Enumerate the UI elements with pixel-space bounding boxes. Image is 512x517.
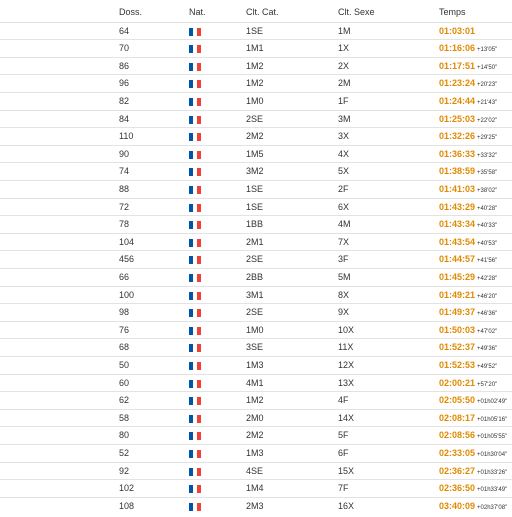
flag-france-icon (189, 256, 201, 264)
category-rank-cell: 2M2 (246, 131, 264, 142)
dossard-cell: 52 (119, 447, 130, 458)
table-row[interactable] (0, 479, 512, 497)
time-gap: +01h02'49" (477, 399, 508, 406)
flag-france-icon (189, 221, 201, 229)
gender-rank-cell: 15X (338, 465, 355, 476)
time-gap: +02h37'08" (477, 504, 508, 511)
gender-rank-cell: 3F (338, 254, 349, 265)
table-row[interactable] (0, 74, 512, 92)
category-rank-cell: 1SE (246, 183, 264, 194)
flag-stripe-red (197, 239, 201, 247)
flag-stripe-red (197, 116, 201, 124)
table-row[interactable] (0, 22, 512, 40)
table-row[interactable] (0, 391, 512, 409)
dossard-cell: 60 (119, 377, 130, 388)
table-row[interactable] (0, 39, 512, 57)
gender-rank-cell: 13X (338, 377, 355, 388)
table-row[interactable] (0, 303, 512, 321)
dossard-cell: 66 (119, 271, 130, 282)
table-row[interactable] (0, 356, 512, 374)
finish-time: 01:03:01 (439, 25, 476, 36)
gender-rank-cell: 12X (338, 359, 355, 370)
category-rank-cell: 2SE (246, 113, 264, 124)
flag-stripe-red (197, 28, 201, 36)
finish-time: 01:49:37 (439, 307, 476, 318)
category-rank-cell: 1M4 (246, 483, 264, 494)
time-gap: +49'36" (477, 346, 498, 353)
finish-time: 01:43:34 (439, 219, 476, 230)
finish-time: 01:52:53 (439, 359, 476, 370)
gender-rank-cell: 7X (338, 236, 350, 247)
flag-stripe-red (197, 133, 201, 141)
flag-france-icon (189, 133, 201, 141)
header-gender-rank[interactable]: Clt. Sexe (338, 7, 375, 17)
dossard-cell: 88 (119, 183, 130, 194)
gender-rank-cell: 2M (338, 78, 351, 89)
gender-rank-cell: 14X (338, 412, 355, 423)
finish-time: 02:08:17 (439, 412, 476, 423)
gender-rank-cell: 10X (338, 324, 355, 335)
dossard-cell: 82 (119, 95, 130, 106)
gender-rank-cell: 4F (338, 395, 349, 406)
dossard-cell: 98 (119, 307, 130, 318)
gender-rank-cell: 1F (338, 95, 349, 106)
dossard-cell: 84 (119, 113, 130, 124)
finish-time: 01:38:59 (439, 166, 476, 177)
gender-rank-cell: 4X (338, 148, 350, 159)
flag-stripe-red (197, 485, 201, 493)
dossard-cell: 76 (119, 324, 130, 335)
flag-france-icon (189, 98, 201, 106)
gender-rank-cell: 1M (338, 25, 351, 36)
flag-france-icon (189, 344, 201, 352)
table-row[interactable] (0, 426, 512, 444)
category-rank-cell: 1M2 (246, 78, 264, 89)
finish-time: 01:43:29 (439, 201, 476, 212)
flag-stripe-red (197, 98, 201, 106)
dossard-cell: 68 (119, 342, 130, 353)
dossard-cell: 70 (119, 43, 130, 54)
flag-stripe-red (197, 204, 201, 212)
gender-rank-cell: 2X (338, 60, 350, 71)
dossard-cell: 110 (119, 131, 134, 142)
flag-stripe-red (197, 468, 201, 476)
flag-france-icon (189, 80, 201, 88)
finish-time: 01:23:24 (439, 78, 476, 89)
time-gap: +57'20" (477, 381, 498, 388)
flag-stripe-red (197, 63, 201, 71)
category-rank-cell: 2SE (246, 254, 264, 265)
flag-france-icon (189, 45, 201, 53)
dossard-cell: 108 (119, 500, 135, 511)
flag-stripe-red (197, 292, 201, 300)
table-row[interactable] (0, 57, 512, 75)
gender-rank-cell: 7F (338, 483, 349, 494)
table-row[interactable] (0, 110, 512, 128)
table-row[interactable] (0, 215, 512, 233)
table-row[interactable] (0, 145, 512, 163)
time-gap: +49'52" (477, 363, 498, 370)
category-rank-cell: 4M1 (246, 377, 264, 388)
time-gap: +41'56" (477, 258, 498, 265)
category-rank-cell: 1M3 (246, 447, 264, 458)
time-gap: +29'25" (477, 135, 498, 142)
dossard-cell: 90 (119, 148, 130, 159)
finish-time: 02:05:50 (439, 395, 476, 406)
table-row[interactable] (0, 250, 512, 268)
time-gap: +14'50" (477, 64, 498, 71)
flag-stripe-red (197, 186, 201, 194)
finish-time: 01:44:57 (439, 254, 476, 265)
flag-france-icon (189, 292, 201, 300)
flag-france-icon (189, 485, 201, 493)
gender-rank-cell: 5M (338, 271, 351, 282)
table-row[interactable] (0, 321, 512, 339)
flag-france-icon (189, 63, 201, 71)
time-gap: +21'43" (477, 99, 498, 106)
time-gap: +22'02" (477, 117, 498, 124)
flag-stripe-red (197, 309, 201, 317)
finish-time: 02:33:05 (439, 447, 476, 458)
gender-rank-cell: 4M (338, 219, 351, 230)
flag-france-icon (189, 362, 201, 370)
finish-time: 01:25:03 (439, 113, 476, 124)
flag-france-icon (189, 309, 201, 317)
flag-france-icon (189, 415, 201, 423)
finish-time: 02:00:21 (439, 377, 476, 388)
flag-france-icon (189, 468, 201, 476)
flag-france-icon (189, 239, 201, 247)
gender-rank-cell: 16X (338, 500, 355, 511)
time-gap: +01h33'49" (477, 487, 508, 494)
time-gap: +01h30'04" (477, 451, 508, 458)
finish-time: 03:40:09 (439, 500, 476, 511)
flag-france-icon (189, 432, 201, 440)
flag-stripe-red (197, 80, 201, 88)
flag-stripe-red (197, 397, 201, 405)
table-row[interactable] (0, 198, 512, 216)
time-gap: +20'23" (477, 82, 498, 89)
flag-france-icon (189, 186, 201, 194)
gender-rank-cell: 1X (338, 43, 350, 54)
finish-time: 01:32:26 (439, 131, 476, 142)
category-rank-cell: 1M3 (246, 359, 264, 370)
time-gap: +35'58" (477, 170, 498, 177)
table-row[interactable] (0, 286, 512, 304)
category-rank-cell: 1M2 (246, 60, 264, 71)
dossard-cell: 58 (119, 412, 130, 423)
dossard-cell: 456 (119, 254, 135, 265)
flag-stripe-red (197, 362, 201, 370)
gender-rank-cell: 9X (338, 307, 350, 318)
flag-france-icon (189, 397, 201, 405)
dossard-cell: 74 (119, 166, 130, 177)
category-rank-cell: 2SE (246, 307, 264, 318)
table-row[interactable] (0, 374, 512, 392)
category-rank-cell: 3M1 (246, 289, 264, 300)
flag-france-icon (189, 204, 201, 212)
category-rank-cell: 1SE (246, 201, 264, 212)
table-row[interactable] (0, 162, 512, 180)
dossard-cell: 96 (119, 78, 130, 89)
gender-rank-cell: 6F (338, 447, 349, 458)
header-dossard[interactable]: Doss. (119, 7, 143, 17)
gender-rank-cell: 8X (338, 289, 350, 300)
finish-time: 01:17:51 (439, 60, 476, 71)
table-header-row (0, 4, 512, 22)
flag-stripe-red (197, 503, 201, 511)
dossard-cell: 104 (119, 236, 135, 247)
time-gap: +46'20" (477, 293, 498, 300)
dossard-cell: 92 (119, 465, 130, 476)
finish-time: 01:49:21 (439, 289, 476, 300)
category-rank-cell: 2M3 (246, 500, 264, 511)
finish-time: 02:08:56 (439, 430, 476, 441)
category-rank-cell: 1M0 (246, 95, 264, 106)
flag-france-icon (189, 327, 201, 335)
time-gap: +40'53" (477, 240, 498, 247)
time-cell (439, 498, 507, 517)
flag-stripe-red (197, 221, 201, 229)
finish-time: 02:36:50 (439, 483, 476, 494)
category-rank-cell: 4SE (246, 465, 264, 476)
gender-rank-cell: 3X (338, 131, 350, 142)
dossard-cell: 80 (119, 430, 130, 441)
time-gap: +01h05'16" (477, 416, 508, 423)
flag-stripe-red (197, 344, 201, 352)
gender-rank-cell: 3M (338, 113, 351, 124)
time-gap: +46'36" (477, 311, 498, 318)
dossard-cell: 62 (119, 395, 130, 406)
header-category-rank[interactable]: Clt. Cat. (246, 7, 279, 17)
table-row[interactable] (0, 268, 512, 286)
flag-stripe-red (197, 274, 201, 282)
category-rank-cell: 2M0 (246, 412, 264, 423)
table-row[interactable] (0, 127, 512, 145)
flag-france-icon (189, 28, 201, 36)
table-row[interactable] (0, 338, 512, 356)
dossard-cell: 72 (119, 201, 130, 212)
flag-france-icon (189, 450, 201, 458)
time-gap: +47'02" (477, 328, 498, 335)
time-gap: +01h33'26" (477, 469, 508, 476)
finish-time: 01:50:03 (439, 324, 476, 335)
flag-stripe-red (197, 168, 201, 176)
header-time[interactable]: Temps (439, 7, 466, 17)
flag-france-icon (189, 274, 201, 282)
flag-stripe-red (197, 151, 201, 159)
finish-time: 02:36:27 (439, 465, 476, 476)
time-gap: +38'02" (477, 187, 498, 194)
flag-france-icon (189, 168, 201, 176)
time-gap: +40'28" (477, 205, 498, 212)
category-rank-cell: 1M1 (246, 43, 264, 54)
finish-time: 01:41:03 (439, 183, 476, 194)
finish-time: 01:52:37 (439, 342, 476, 353)
time-gap: +01h05'55" (477, 434, 508, 441)
table-row[interactable] (0, 180, 512, 198)
category-rank-cell: 1M2 (246, 395, 264, 406)
category-rank-cell: 1M5 (246, 148, 264, 159)
header-nationality[interactable]: Nat. (189, 7, 206, 17)
flag-stripe-red (197, 327, 201, 335)
finish-time: 01:45:29 (439, 271, 476, 282)
category-rank-cell: 2BB (246, 271, 264, 282)
flag-france-icon (189, 380, 201, 388)
flag-stripe-red (197, 432, 201, 440)
time-gap: +42'28" (477, 275, 498, 282)
finish-time: 01:24:44 (439, 95, 476, 106)
dossard-cell: 100 (119, 289, 135, 300)
table-row[interactable] (0, 233, 512, 251)
table-row[interactable] (0, 409, 512, 427)
dossard-cell: 102 (119, 483, 135, 494)
finish-time: 01:16:06 (439, 43, 476, 54)
time-gap: +40'33" (477, 223, 498, 230)
flag-france-icon (189, 151, 201, 159)
table-row[interactable] (0, 92, 512, 110)
flag-france-icon (189, 116, 201, 124)
flag-stripe-red (197, 380, 201, 388)
dossard-cell: 78 (119, 219, 130, 230)
dossard-cell: 86 (119, 60, 130, 71)
gender-rank-cell: 2F (338, 183, 349, 194)
flag-stripe-red (197, 256, 201, 264)
category-rank-cell: 1BB (246, 219, 264, 230)
category-rank-cell: 3SE (246, 342, 264, 353)
flag-france-icon (189, 503, 201, 511)
gender-rank-cell: 11X (338, 342, 354, 353)
category-rank-cell: 1SE (246, 25, 264, 36)
dossard-cell: 64 (119, 25, 130, 36)
gender-rank-cell: 6X (338, 201, 350, 212)
flag-stripe-red (197, 45, 201, 53)
gender-rank-cell: 5F (338, 430, 349, 441)
time-gap: +13'05" (477, 47, 498, 54)
category-rank-cell: 2M1 (246, 236, 264, 247)
finish-time: 01:43:54 (439, 236, 476, 247)
flag-stripe-red (197, 415, 201, 423)
category-rank-cell: 1M0 (246, 324, 264, 335)
time-gap: +33'32" (477, 152, 498, 159)
table-row[interactable] (0, 444, 512, 462)
finish-time: 01:36:33 (439, 148, 476, 159)
gender-rank-cell: 5X (338, 166, 350, 177)
category-rank-cell: 2M2 (246, 430, 264, 441)
category-rank-cell: 3M2 (246, 166, 264, 177)
flag-stripe-red (197, 450, 201, 458)
dossard-cell: 50 (119, 359, 130, 370)
table-row[interactable] (0, 462, 512, 480)
